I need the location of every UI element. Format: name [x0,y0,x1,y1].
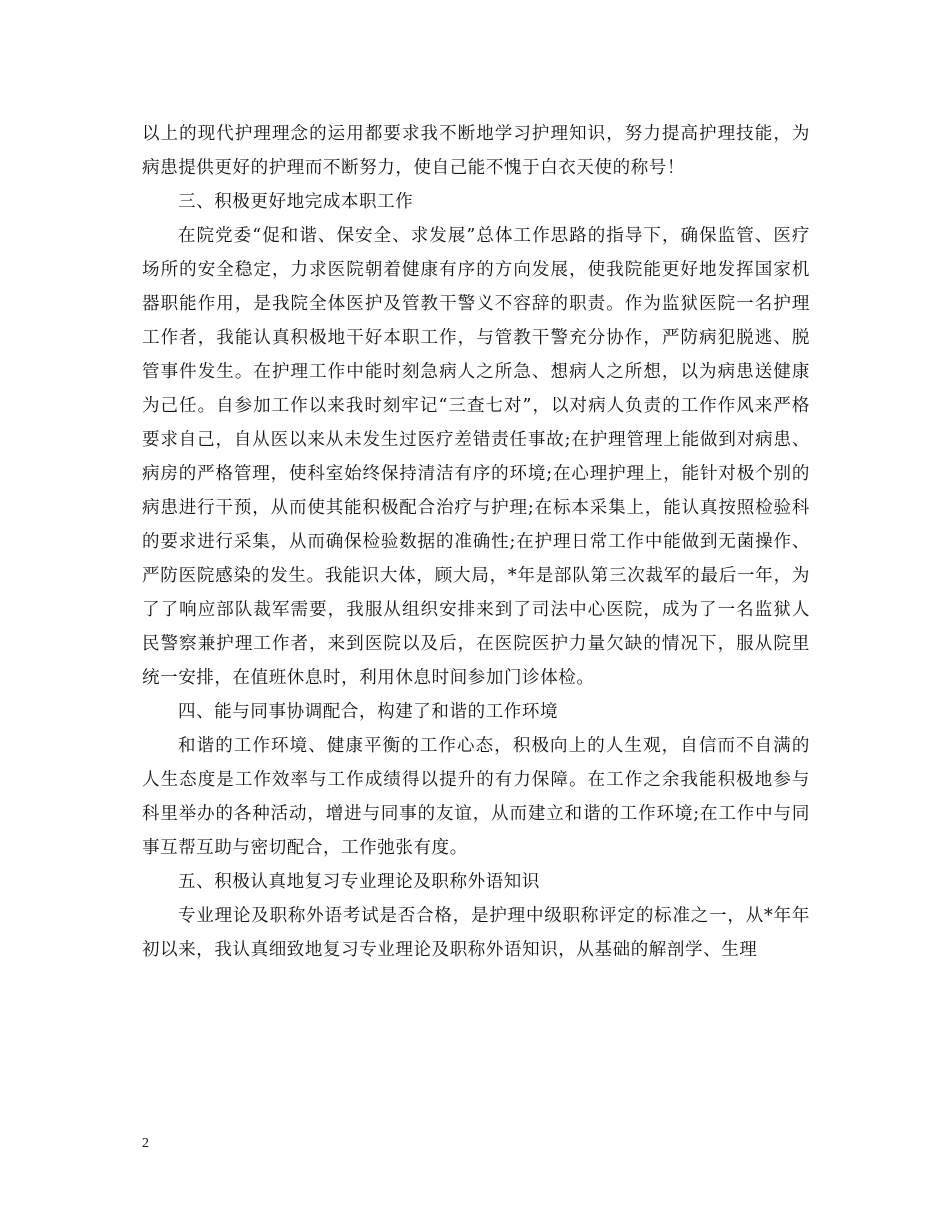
paragraph-section-4-body: 和谐的工作环境、健康平衡的工作心态，积极向上的人生观，自信而不自满的人生态度是工作效率与工作成绩得以提升的有力保障。在工作之余我能积极地参与科里举办的各种活动，增进与同事的友谊，从而建立和谐的工作环境;在工作中与同事互帮互助与密切配合，工作弛张有度。 [142,736,810,858]
paragraph-section-5-body: 专业理论及职称外语考试是否合格，是护理中级职称评定的标准之一，从*年年初以来，我认真细致地复习专业理论及职称外语知识，从基础的解剖学、生理 [142,906,810,960]
section-heading-5: 五、积极认真地复习专业理论及职称外语知识 [178,872,540,892]
section-heading-3: 三、积极更好地完成本职工作 [178,192,414,212]
section-heading-4: 四、能与同事协调配合，构建了和谐的工作环境 [178,702,559,722]
paragraph-intro-continuation: 以上的现代护理理念的运用都要求我不断地学习护理知识，努力提高护理技能，为病患提供更好的护理而不断努力，使自己能不愧于白衣天使的称号！ [142,124,810,178]
page-number: 2 [142,1136,149,1151]
paragraph-section-3-body: 在院党委“促和谐、保安全、求发展”总体工作思路的指导下，确保监管、医疗场所的安全稳定，力求医院朝着健康有序的方向发展，使我院能更好地发挥国家机器职能作用，是我院全体医护及管教干警义不容辞的职责。作为监狱医院一名护理工作者，我能认真积极地干好本职工作，与管教干警充分协作，严防病犯脱逃、脱管事件发生。在护理工作中能时刻急病人之所急、想病人之所想，以为病患送健康为己任。自参加工作以来我时刻牢记“三查七对”，以对病人负责的工作作风来严格要求自己，自从医以来从未发生过医疗差错责任事故;在护理管理上能做到对病患、病房的严格管理，使科室始终保持清洁有序的环境;在心理护理上，能针对极个别的病患进行干预，从而使其能积极配合治疗与护理;在标本采集上，能认真按照检验科的要求进行采集，从而确保检验数据的准确性;在护理日常工作中能做到无菌操作、严防医院感染的发生。我能识大体，顾大局，*年是部队第三次裁军的最后一年，为了了响应部队裁军需要，我服从组织安排来到了司法中心医院，成为了一名监狱人民警察兼护理工作者，来到医院以及后，在医院医护力量欠缺的情况下，服从院里统一安排，在值班休息时，利用休息时间参加门诊体检。 [142,226,810,688]
document-body [142,117,810,967]
